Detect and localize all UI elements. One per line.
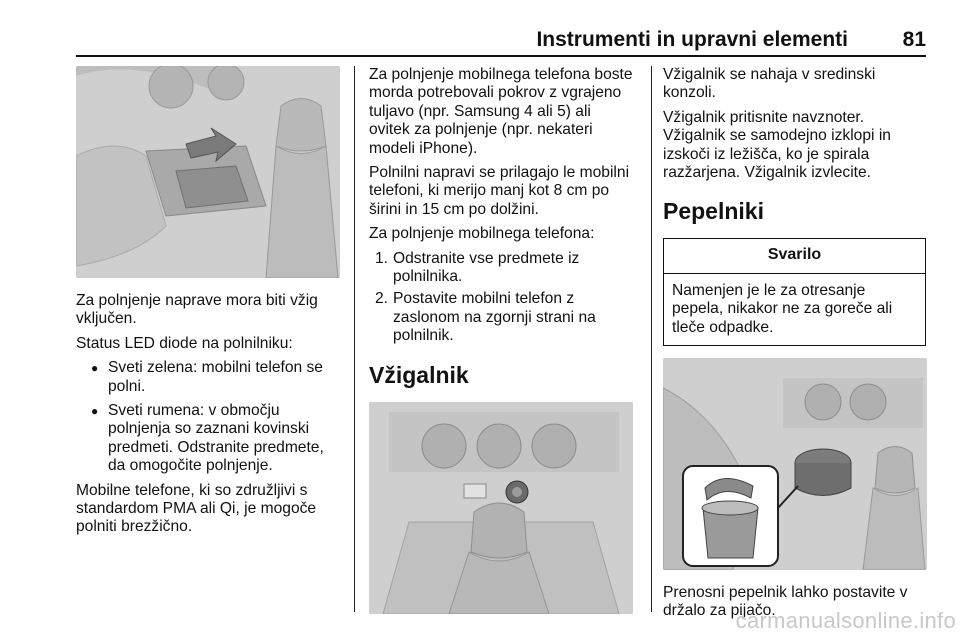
page-header [76,28,926,58]
right-column [663,66,928,627]
charging-steps-list [369,250,633,346]
watermark: carmanualsonline.info [735,608,956,633]
list-item: ● Sveti zelena: mobilni telefon se polni. [91,359,323,395]
paragraph-phone-size: Polnilni napravi se prilagajo le mobilni telefoni, ki merijo manj kot 8 cm po širini in 15 cm po dolžini. [369,164,630,218]
heading-lighter: Vžigalnik [369,361,469,388]
page-title: Instrumenti in upravni elementi [536,28,848,51]
paragraph-charging-steps-intro: Za polnjenje mobilnega telefona: [369,225,595,243]
heading-ashtrays: Pepelniki [663,198,764,225]
paragraph-lighter-location: Vžigalnik se nahaja v sredinski konzoli. [663,66,876,102]
middle-column [369,66,633,614]
bullet-icon: ● [91,404,99,419]
left-column [76,66,340,543]
column-divider-right [651,66,652,612]
paragraph-ignition: Za polnjenje naprave mora biti vžig vključen. [76,292,318,328]
warning-box [663,238,926,346]
paragraph-compatible-phones: Mobilne telefone, ki so združljivi s standardom PMA ali Qi, je mogoče polniti brezžično. [76,481,317,536]
header-rule [76,55,926,57]
ashtray-illustration [663,358,927,570]
bullet-icon: ● [91,361,99,376]
list-item: ● Sveti rumena: v območju polnjenja so zaznani kovinski predmeti. Odstranite predmete, da omogočite polnjenje. [91,402,324,475]
page-number: 81 [902,28,926,51]
paragraph-led-status: Status LED diode na polnilniku: [76,334,293,352]
paragraph-cover-needed: Za polnjenje mobilnega telefona boste morda potrebovali pokrov z vgrajeno tuljavo (npr. Samsung 4 ali 5) ali ovitek za polnjenje (npr. nekateri modeli iPhone). [369,66,633,157]
warning-title: Svarilo [664,239,925,273]
paragraph-portable-ashtray: Prenosni pepelnik lahko postavite v držalo za pijačo. [663,584,908,620]
led-status-list [76,359,340,475]
paragraph-lighter-usage: Vžigalnik pritisnite navznoter. Vžigalnik se samodejno izklopi in izskoči iz ležišča, ko je spirala razžarjena. Vžigalnik izvlecite. [663,108,891,182]
list-item: 2. Postavite mobilni telefon z zaslonom na zgornji strani na polnilnik. [375,290,596,345]
lighter-illustration [369,402,633,614]
column-divider-left [354,66,355,612]
warning-body: Namenjen je le za otresanje pepela, nikakor ne za goreče ali tleče odpadke. [672,281,893,336]
list-item: 1. Odstranite vse predmete iz polnilnika. [375,249,580,286]
wireless-charger-illustration [76,66,340,278]
